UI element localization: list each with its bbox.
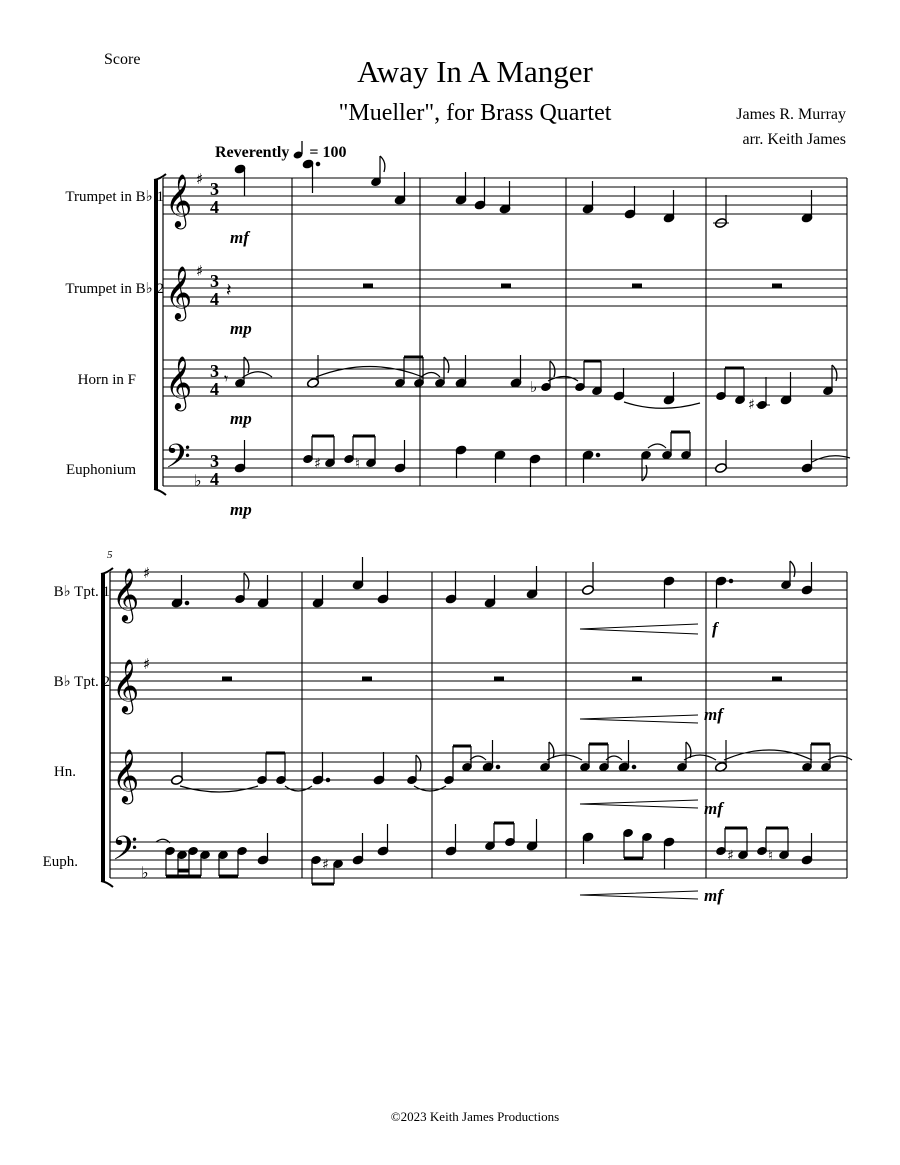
- dynamic-mark: mf: [230, 228, 249, 247]
- time-sig-bottom: 4: [210, 197, 219, 217]
- arranger-credit: arr. Keith James: [742, 131, 846, 148]
- instrument-name-trumpet-2: Trumpet in B♭ 2: [65, 281, 164, 297]
- bass-clef-icon: 𝄢: [112, 830, 138, 876]
- natural-icon: ♮: [768, 848, 774, 864]
- flat-icon: ♭: [530, 378, 538, 396]
- dynamic-mark: mf: [704, 705, 723, 724]
- instrument-abbr-euphonium: Euph.: [42, 854, 78, 870]
- time-sig-top: 3: [210, 179, 219, 199]
- instrument-name-trumpet-1: Trumpet in B♭ 1: [65, 189, 164, 205]
- page-subtitle: "Mueller", for Brass Quartet: [338, 100, 612, 126]
- page-title: Away In A Manger: [357, 54, 593, 89]
- dynamic-mark: mp: [230, 319, 252, 338]
- dynamic-mark: f: [712, 619, 718, 638]
- measure-number: 5: [107, 549, 113, 561]
- dynamic-mark: mp: [230, 500, 252, 519]
- sharp-icon: ♯: [196, 262, 204, 280]
- dynamic-mark: mf: [704, 886, 723, 905]
- system-1: [154, 174, 847, 495]
- time-sig-top: 3: [210, 451, 219, 471]
- score-label: Score: [104, 51, 141, 68]
- sharp-icon: ♯: [196, 170, 204, 188]
- treble-clef-icon: 𝄞: [112, 567, 140, 621]
- tempo-text: Reverently: [215, 144, 290, 161]
- copyright-footer: ©2023 Keith James Productions: [390, 1109, 560, 1124]
- sharp-icon: ♯: [143, 564, 151, 582]
- time-sig-top: 3: [210, 271, 219, 291]
- system-1-notes: [224, 156, 850, 487]
- system-2: [101, 568, 847, 899]
- sharp-icon: ♯: [748, 397, 755, 413]
- treble-clef-icon: 𝄞: [165, 173, 193, 227]
- time-sig-bottom: 4: [210, 379, 219, 399]
- time-sig-top: 3: [210, 361, 219, 381]
- quarter-rest-icon: 𝄽: [226, 280, 232, 301]
- eighth-rest-icon: 𝄾: [224, 369, 229, 388]
- treble-clef-icon: 𝄞: [112, 658, 140, 712]
- natural-icon: ♮: [355, 456, 361, 472]
- treble-clef-icon: 𝄞: [165, 355, 193, 409]
- bass-clef-icon: 𝄢: [165, 438, 191, 484]
- dynamic-mark: mp: [230, 409, 252, 428]
- sharp-icon: ♯: [322, 857, 329, 873]
- sharp-icon: ♯: [143, 655, 151, 673]
- flat-icon: ♭: [141, 863, 149, 882]
- sharp-icon: ♯: [314, 456, 321, 472]
- flat-icon: ♭: [194, 471, 202, 490]
- treble-clef-icon: 𝄞: [112, 748, 140, 802]
- system-2-notes: [156, 557, 852, 884]
- dynamic-mark: mf: [704, 799, 723, 818]
- instrument-name-euphonium: Euphonium: [66, 462, 136, 478]
- treble-clef-icon: 𝄞: [165, 265, 193, 319]
- instrument-abbr-trumpet-2: B♭ Tpt. 2: [53, 674, 110, 690]
- instrument-name-horn: Horn in F: [77, 372, 136, 388]
- time-sig-bottom: 4: [210, 289, 219, 309]
- instrument-abbr-horn: Hn.: [53, 764, 76, 780]
- tempo-value: = 100: [309, 144, 347, 161]
- time-sig-bottom: 4: [210, 469, 219, 489]
- composer-credit: James R. Murray: [736, 106, 846, 123]
- sharp-icon: ♯: [727, 848, 734, 864]
- instrument-abbr-trumpet-1: B♭ Tpt. 1: [53, 584, 110, 600]
